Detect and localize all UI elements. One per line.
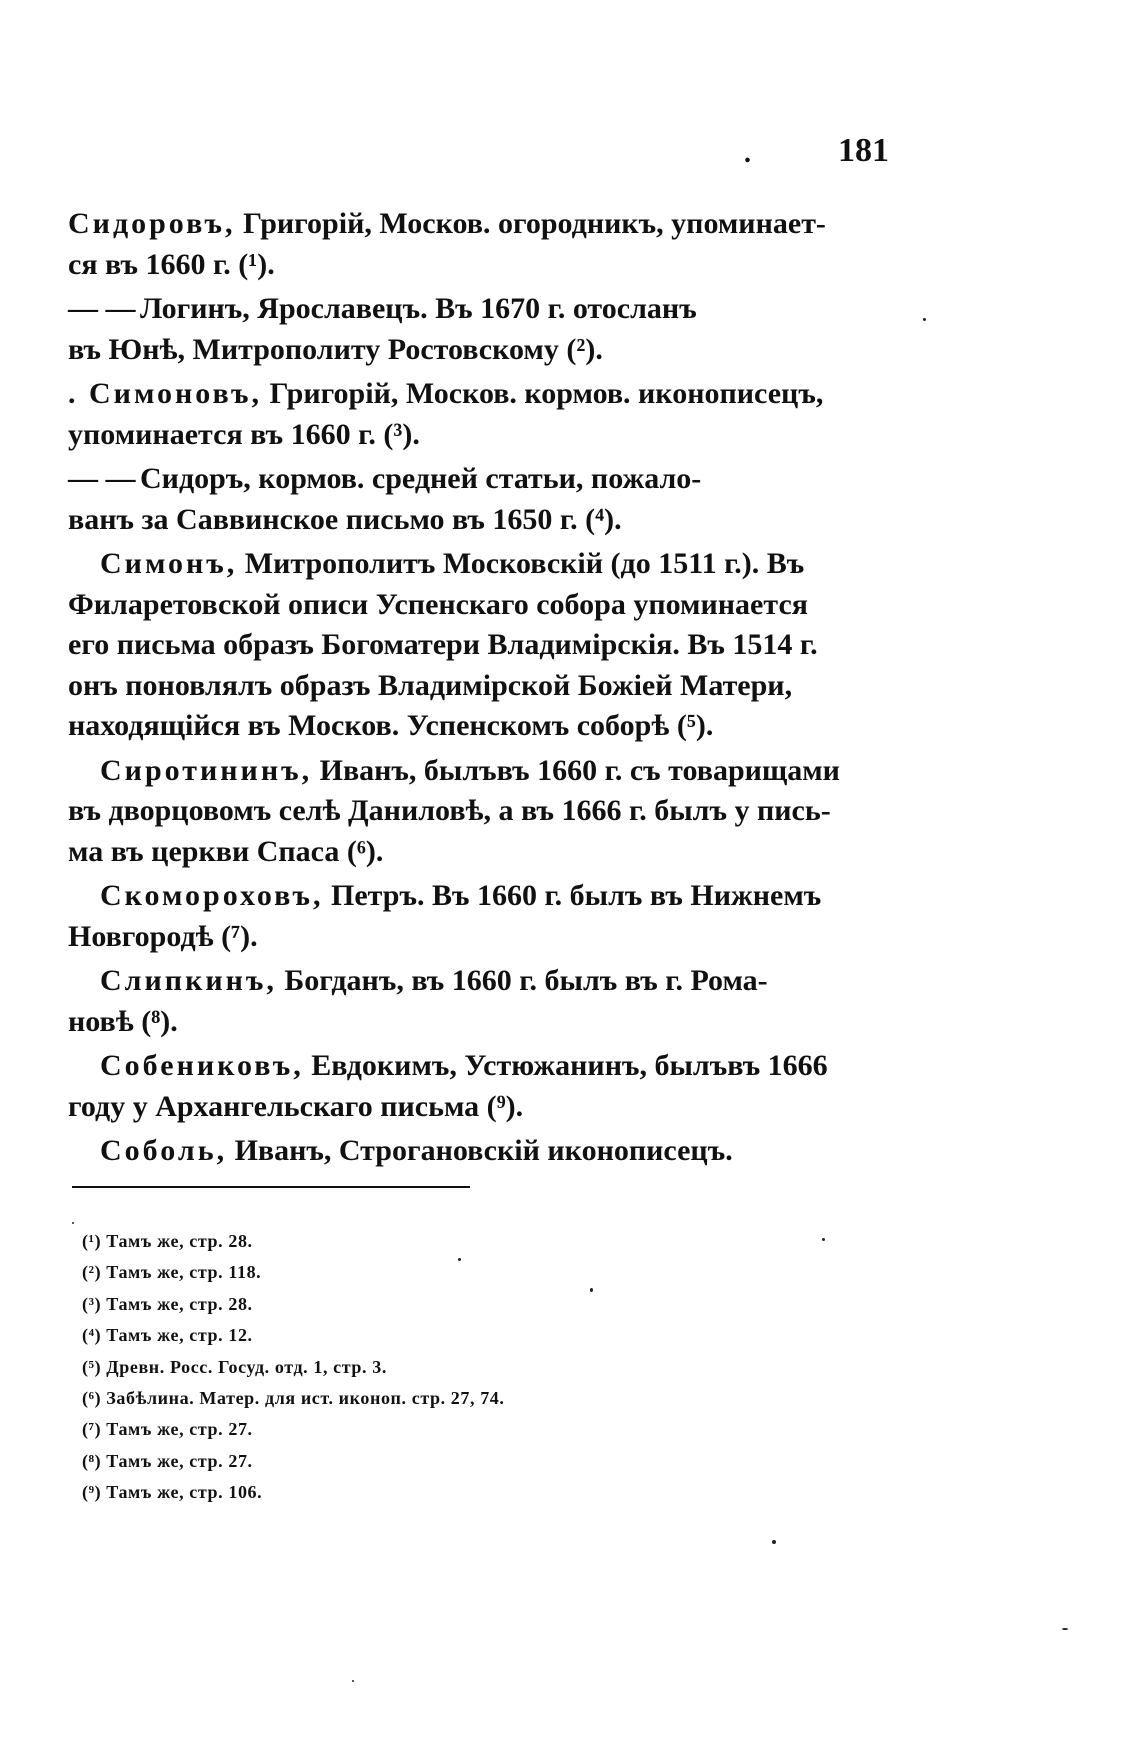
- entry-line: [68, 917, 868, 958]
- entry: [68, 374, 868, 455]
- entry-text: Григорій, Москов. огородникъ, упоминает-: [235, 207, 826, 240]
- entry-text: году у Архангельскаго письма (⁹).: [68, 1089, 524, 1123]
- entry-text: Евдокимъ, Устюжанинъ, былъвъ 1666: [303, 1049, 828, 1082]
- entry-text: онъ поновлялъ образъ Владимірской Божіей Матери,: [68, 668, 793, 702]
- scan-speck: [1062, 1628, 1068, 1630]
- footnote: (¹) Тамъ же, стр. 28.: [82, 1231, 253, 1251]
- ditto-dash: — —: [68, 292, 136, 325]
- entry-text: ванъ за Саввинское письмо въ 1650 г. (⁴).: [68, 502, 622, 536]
- entry-line: [68, 751, 868, 792]
- entry-line: [68, 1087, 868, 1128]
- entry: [68, 876, 868, 957]
- entry-line: [68, 245, 868, 286]
- entry-surname: Симонъ,: [100, 547, 238, 580]
- entry-line: [68, 500, 868, 541]
- entry-text: упоминается въ 1660 г. (³).: [68, 417, 420, 451]
- entry-text: ма въ церкви Спаса (⁶).: [68, 834, 384, 868]
- entry-surname: . Симоновъ,: [68, 377, 262, 410]
- entry-surname: Скомороховъ,: [100, 879, 324, 912]
- entry-surname: Сиротининъ,: [100, 753, 313, 787]
- entry-line: [68, 876, 868, 917]
- entry-line: [68, 625, 868, 666]
- entry: [68, 289, 868, 370]
- scan-speck: [822, 1238, 825, 1241]
- entry-text: въ Юнѣ, Митрополиту Ростовскому (²).: [68, 332, 603, 366]
- entry: [68, 1131, 868, 1172]
- footnote: (²) Тамъ же, стр. 118.: [82, 1262, 262, 1283]
- entry-text: Новгородѣ (⁷).: [68, 919, 258, 953]
- scan-speck: [72, 1222, 74, 1224]
- footnote-rule: [72, 1186, 470, 1188]
- scan-speck: [772, 1540, 776, 1544]
- entry-surname: Соболь,: [100, 1134, 228, 1167]
- scan-speck: [458, 1258, 461, 1261]
- entry-line: [68, 585, 868, 626]
- entry: [68, 1046, 868, 1127]
- entry: [68, 751, 868, 873]
- footnote: (³) Тамъ же, стр. 28.: [82, 1293, 253, 1314]
- ditto-dash: — —: [68, 462, 136, 495]
- footnote: (⁴) Тамъ же, стр. 12.: [82, 1325, 253, 1346]
- page-number: 181: [838, 132, 889, 169]
- entry-text: Филаретовской описи Успенскаго собора упоминается: [68, 587, 808, 621]
- scan-speck: [923, 318, 926, 321]
- entry-line: [68, 666, 868, 707]
- entry-text: новѣ (⁸).: [68, 1004, 178, 1038]
- entry-text: Логинъ, Ярославецъ. Въ 1670 г. отосланъ: [140, 292, 697, 325]
- entry-line: [68, 459, 868, 500]
- entry: [68, 204, 868, 285]
- entry-text: Сидоръ, кормов. средней статьи, пожало-: [140, 462, 702, 495]
- entry: [68, 961, 868, 1042]
- entry-line: [68, 832, 868, 873]
- entry-surname: Слипкинъ,: [100, 964, 277, 997]
- entry-text: находящійся въ Москов. Успенскомъ соборѣ (⁵).: [68, 709, 714, 742]
- entry-text: Митрополитъ Московскій (до 1511 г.). Въ: [237, 547, 805, 580]
- entry-line: [68, 330, 868, 371]
- footnote: (⁵) Древн. Росс. Госуд. отд. 1, стр. 3.: [82, 1356, 387, 1377]
- footnote: (⁷) Тамъ же, стр. 27.: [82, 1419, 253, 1440]
- entry-line: [68, 1046, 868, 1087]
- entry-line: [68, 1002, 868, 1043]
- footnote: (⁹) Тамъ же, стр. 106.: [82, 1482, 263, 1503]
- entry-line: [68, 791, 868, 832]
- entry-line: [68, 204, 868, 245]
- entry-text: Иванъ, Строгановскій иконописецъ.: [227, 1134, 733, 1167]
- page-number-dot: .: [744, 138, 751, 169]
- entry: [68, 544, 868, 747]
- scan-speck: [352, 1680, 354, 1682]
- entry-text: Петръ. Въ 1660 г. былъ въ Нижнемъ: [323, 879, 822, 912]
- entry-line: [68, 289, 868, 330]
- entry: [68, 459, 868, 540]
- entry-text: Иванъ, былъвъ 1660 г. съ товарищами: [312, 753, 840, 787]
- entry-line: [68, 374, 868, 415]
- entry-text: Григорій, Москов. кормов. иконописецъ,: [261, 377, 824, 410]
- entry-text: Богданъ, въ 1660 г. былъ въ г. Рома-: [276, 964, 768, 997]
- entry-line: [68, 706, 868, 747]
- entry-text: ся въ 1660 г. (¹).: [68, 247, 275, 281]
- entry-text: его письма образъ Богоматери Владимірскія. Въ 1514 г.: [68, 628, 818, 661]
- entry-line: [68, 544, 868, 585]
- footnotes: [82, 1226, 505, 1509]
- entry-surname: Сидоровъ,: [68, 207, 236, 240]
- entry-line: [68, 1131, 868, 1172]
- entry-surname: Собениковъ,: [100, 1049, 304, 1082]
- footnote: (⁸) Тамъ же, стр. 27.: [82, 1450, 253, 1471]
- entry-line: [68, 415, 868, 456]
- scan-speck: [590, 1288, 593, 1292]
- entry-line: [68, 961, 868, 1002]
- body-text: [68, 204, 868, 1176]
- footnote: (⁶) Забѣлина. Матер. для ист. иконоп. стр. 27, 74.: [82, 1388, 505, 1409]
- entry-text: въ дворцовомъ селѣ Даниловѣ, а въ 1666 г. былъ у пись-: [68, 794, 831, 827]
